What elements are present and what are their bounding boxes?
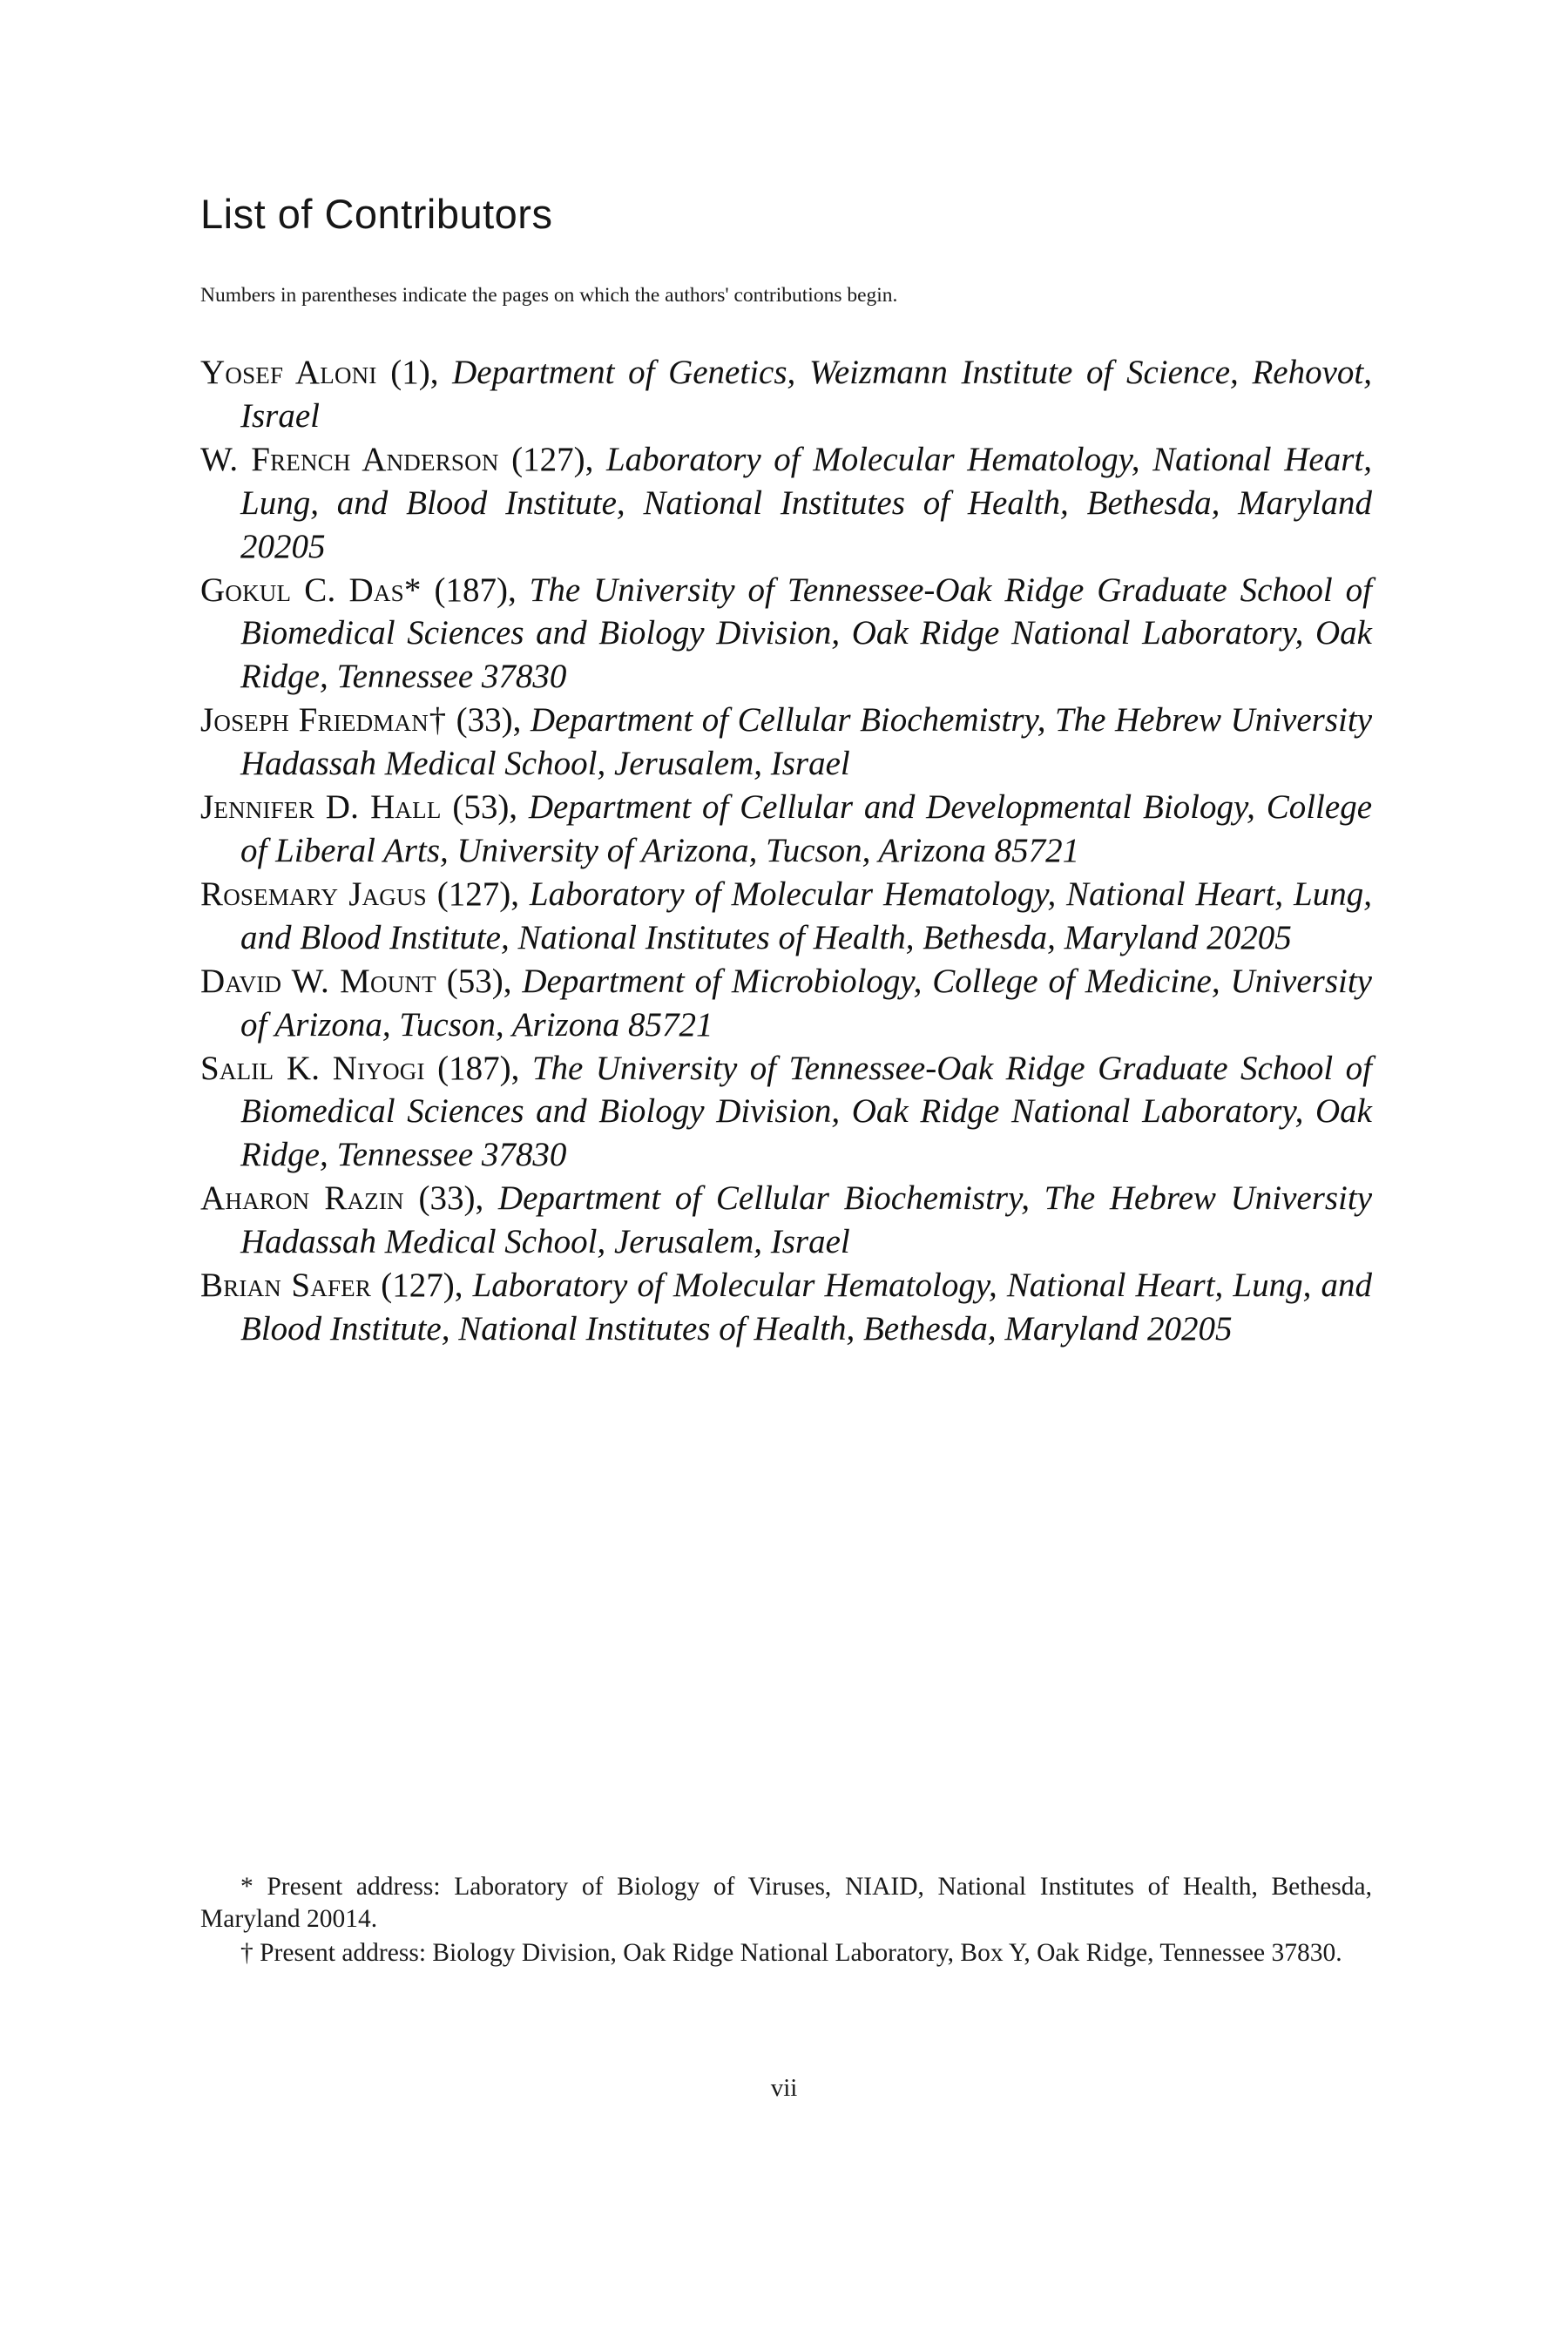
contributor-page: (187), (434, 571, 517, 609)
contributor-name: Brian Safer (200, 1267, 372, 1305)
contributor-entry (200, 1047, 1372, 1178)
contributor-entry (200, 699, 1372, 786)
contributor-affiliation: The University of Tennessee-Oak Ridge Graduate School of Biomedical Sciences and Biology Division, Oak Ridge National Laboratory, Oak Ridge, Tennessee 37830 (240, 571, 1373, 696)
contributor-name: Gokul C. Das* (200, 571, 422, 609)
contributor-affiliation: Laboratory of Molecular Hematology, National Heart, Lung, and Blood Institute, National Institutes of Health, Bethesda, Maryland 20205 (240, 440, 1372, 565)
contributor-name: David W. Mount (200, 962, 436, 1000)
contributor-name: Rosemary Jagus (200, 875, 427, 913)
contributor-affiliation: Department of Genetics, Weizmann Institute of Science, Rehovot, Israel (240, 354, 1372, 435)
contributor-name: Salil K. Niyogi (200, 1049, 425, 1087)
contributor-name: Yosef Aloni (200, 354, 377, 391)
contributor-affiliation: Department of Cellular Biochemistry, The Hebrew University Hadassah Medical School, Jerusalem, Israel (240, 701, 1372, 783)
contributor-name: Jennifer D. Hall (200, 788, 442, 827)
contributor-page: (127), (511, 440, 594, 478)
contributor-affiliation: The University of Tennessee-Oak Ridge Graduate School of Biomedical Sciences and Biology Division, Oak Ridge National Laboratory, Oak Ridge, Tennessee 37830 (240, 1049, 1372, 1174)
contributor-page: (53), (452, 788, 518, 827)
contributor-affiliation: Department of Cellular and Developmental Biology, College of Liberal Arts, University of Arizona, Tucson, Arizona 85721 (240, 788, 1373, 869)
contributor-page: (33), (418, 1179, 484, 1218)
contributor-affiliation: Department of Cellular Biochemistry, The Hebrew University Hadassah Medical School, Jerusalem, Israel (240, 1179, 1373, 1261)
contributor-entry (200, 1177, 1372, 1264)
page-number: vii (770, 2074, 798, 2102)
intro-note: Numbers in parentheses indicate the pages on which the authors' contributions begin. (200, 284, 898, 307)
page-title: List of Contributors (200, 191, 553, 237)
contributor-affiliation: Laboratory of Molecular Hematology, National Heart, Lung, and Blood Institute, National Institutes of Health, Bethesda, Maryland 20205 (240, 875, 1372, 956)
contributor-entry (200, 960, 1372, 1047)
contributor-page: (127), (436, 875, 520, 913)
footnotes (200, 1871, 1372, 1969)
contributor-name: Joseph Friedman† (200, 701, 448, 740)
contributor-entry (200, 1264, 1372, 1351)
contributor-page: (33), (456, 701, 522, 740)
contributor-entry (200, 786, 1372, 873)
contributor-page: (53), (446, 962, 512, 1000)
contributor-list (200, 351, 1372, 1351)
footnote: † Present address: Biology Division, Oak Ridge National Laboratory, Box Y, Oak Ridge, Tennessee 37830. (240, 1939, 1342, 1967)
contributor-entry (200, 569, 1372, 699)
contributor-entry (200, 351, 1372, 438)
contributor-affiliation: Department of Microbiology, College of Medicine, University of Arizona, Tucson, Arizona 85721 (240, 962, 1372, 1044)
contributor-page: (1), (390, 354, 439, 391)
contributor-name: W. French Anderson (200, 440, 499, 478)
contributor-affiliation: Laboratory of Molecular Hematology, National Heart, Lung, and Blood Institute, National Institutes of Health, Bethesda, Maryland 20205 (240, 1267, 1373, 1348)
contributor-entry (200, 438, 1372, 569)
contributor-entry (200, 873, 1372, 960)
contributor-name: Aharon Razin (200, 1179, 404, 1218)
contributor-page: (187), (437, 1049, 520, 1087)
contributor-page: (127), (381, 1267, 463, 1305)
footnote: * Present address: Laboratory of Biology of Viruses, NIAID, National Institutes of Health, Bethesda, Maryland 20014. (200, 1873, 1372, 1933)
